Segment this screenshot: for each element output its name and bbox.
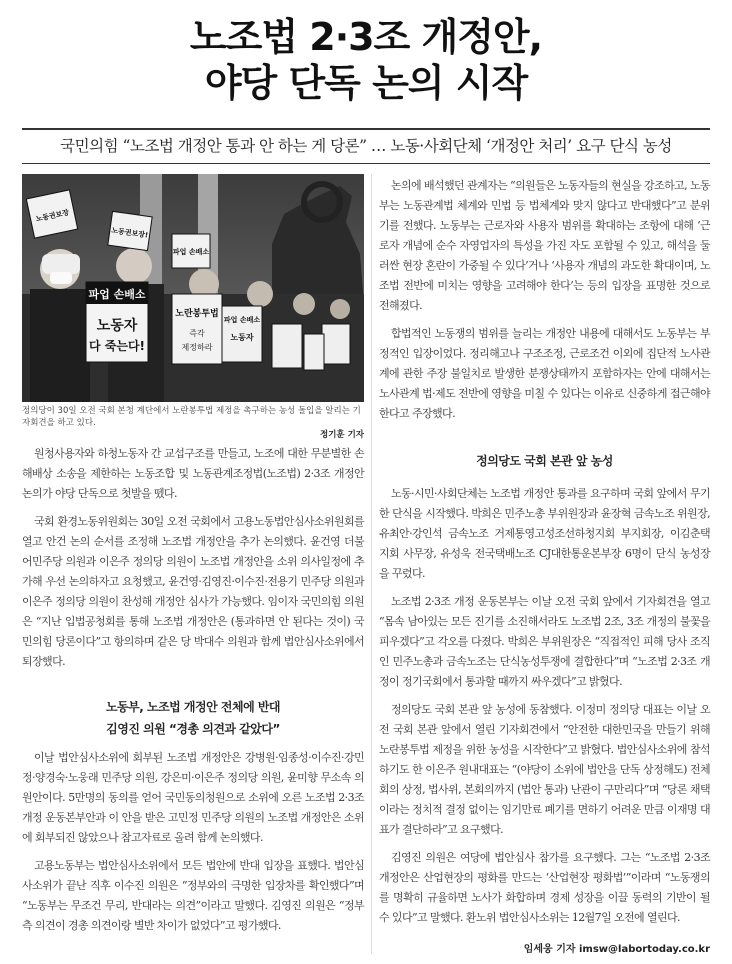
article-column-right bbox=[379, 176, 710, 432]
paragraph: 고용노동부는 법안심사소위에서 모든 법안에 반대 입장을 표했다. 법안심사소위가 끝난 직후 이수진 의원은 “정부와의 극명한 입장차를 확인했다”며 “노동부는 무조건 무리, 반대라는 의견”이라고 말했다. 김영진 의원은 “정부 측 의견이 경총 의견이랑 별반 차이가 없었다”고 평가했다. bbox=[22, 859, 364, 932]
subdeck: 국민의힘 “노조법 개정안 통과 안 하는 게 당론” … 노동·사회단체 ‘개정안 처리’ 요구 단식 농성 bbox=[22, 128, 710, 164]
subhead-line-1: 노동부, 노조법 개정안 전체에 반대 bbox=[105, 700, 281, 714]
headline-line-2: 야당 단독 논의 시작 bbox=[204, 61, 528, 105]
paragraph: 국회 환경노동위원회는 30일 오전 국회에서 고용노동법안심사소위원회를 열고 안건 논의 순서를 조정해 노조법 개정안을 추가 논의했다. 윤건영 더불어민주당 의원과 이은주 정의당 의원이 노조법 개정안을 소위 의사일정에 추가해 우선 논의하자고 요청했고, 윤건영·김영진·이수진·전용기 민주당 의원과 이은주 정의당 의원이 찬성해 개정안 심사가 가능했다. 임이자 국민의힘 의원은 “지난 입법공청회를 통해 노조법 개정안은 (통과하면 안 된다는 것이) 국민의힘 당론이다”고 항의하며 같은 당 박대수 의원과 함께 법안심사소위에서 퇴장했다. bbox=[22, 515, 364, 668]
picket-sign bbox=[26, 190, 77, 238]
news-photo bbox=[22, 174, 364, 402]
svg-text:노동권보장: 노동권보장 bbox=[35, 208, 70, 224]
byline: 임세웅 기자 imsw@labortoday.co.kr bbox=[523, 944, 710, 955]
svg-text:파업 손배소: 파업 손배소 bbox=[172, 248, 210, 256]
picket-sign bbox=[222, 306, 262, 362]
svg-text:파업 손배소: 파업 손배소 bbox=[223, 316, 261, 324]
protest-photo-illustration bbox=[22, 174, 364, 402]
paragraph: 이날 법안심사소위에 회부된 노조법 개정안은 강병원·임종성·이수진·강민정·양경숙·노웅래 민주당 의원, 강은미·이은주 정의당 의원, 윤미향 무소속 의원안이다. 5만명의 동의를 얻어 국민동의청원으로 소위에 오른 노조법 2·3조 개정 운동본부안과 이 안을 받은 고민정 민주당 의원의 노조법 개정안은 소위에 회부되진 않았으나 참고자료로 올려 함께 논의했다. bbox=[22, 751, 364, 844]
photo-credit: 정기훈 기자 bbox=[319, 430, 364, 440]
paragraph: 김영진 의원은 여당에 법안심사 참가를 요구했다. 그는 “노조법 2·3조 개정안은 산업현장의 평화를 만드는 ‘산업현장 평화법’”이라며 “노동쟁의를 명확히 규율하면 노사가 화합하며 경제 성장을 이끌 동력의 기반이 될 수 있다”고 말했다. 환노위 법안심사소위는 12월7일 오전에 열린다. bbox=[379, 851, 710, 924]
paragraph: 노동·시민·사회단체는 노조법 개정안 통과를 요구하며 국회 앞에서 무기한 단식을 시작했다. 박희은 민주노총 부위원장과 윤장혁 금속노조 위원장, 유최안·강인석 금속노조 거제통영고성조선하청지회 부지회장, 이김춘택 지회 사무장, 유성욱 전국택배노조 CJ대한통운본부장 6명이 단식 농성장을 꾸렸다. bbox=[379, 487, 710, 580]
subhead-justice-party: 정의당도 국회 본관 앞 농성 bbox=[476, 454, 613, 468]
headline bbox=[0, 14, 732, 106]
paragraph: 정의당도 국회 본관 앞 농성에 동참했다. 이정미 정의당 대표는 이날 오전 국회 본관 앞에서 열린 기자회견에서 “안전한 대한민국을 만들기 위해 노란봉투법 제정을 위한 농성을 시작한다”고 밝혔다. 법안심사소위에 참석하기도 한 이은주 원내대표는 “(야당이 소위에 법안을 단독 상정해도) 전체회의 상정, 법사위, 본회의까지 (법안 통과) 난관이 구만리다”며 “당론 채택이라는 정치적 결정 없이는 임기만료 폐기를 면하기 어려운 만큼 이재명 대표가 결단하라”고 요구했다. bbox=[379, 703, 710, 836]
subhead-labor-ministry bbox=[22, 696, 364, 740]
svg-text:노동자: 노동자 bbox=[96, 318, 138, 334]
paragraph: 원청사용자와 하청노동자 간 교섭구조를 만들고, 노조에 대한 무분별한 손해배상 소송을 제한하는 노동조합 및 노동관계조정법(노조법) 2·3조 개정안 논의가 야당 단독으로 첫발을 뗐다. bbox=[22, 447, 364, 500]
svg-text:다 죽는다!: 다 죽는다! bbox=[88, 339, 146, 353]
paragraph: 합법적인 노동쟁의 범위를 늘리는 개정안 내용에 대해서도 노동부는 부정적인 입장이었다. 정리해고나 구조조정, 근로조건 이외에 집단적 노사관계에 관한 주장 불일치로 발생한 분쟁상태까지 포함하자는 안에 대해서는 노사관계 법·제도 전반에 영향을 미칠 수 있다는 이유로 신중하게 접근해야 한다고 주장했다. bbox=[379, 327, 710, 420]
headline-line-1: 노조법 2·3조 개정안, bbox=[189, 15, 543, 59]
picket-sign bbox=[108, 211, 152, 250]
svg-text:노동권보장!: 노동권보장! bbox=[110, 226, 149, 240]
picket-sign bbox=[86, 282, 148, 362]
sign-text: 노란봉투법 bbox=[175, 309, 219, 319]
article-column-left bbox=[22, 444, 364, 680]
svg-text:노동자: 노동자 bbox=[230, 333, 254, 342]
column-divider bbox=[371, 174, 372, 954]
sign-text: 파업 손배소 bbox=[88, 288, 146, 301]
article-column-left-continued bbox=[22, 748, 364, 944]
caption-text: 정의당이 30일 오전 국회 본청 계단에서 노란봉투법 제정을 촉구하는 농성 돌입을 알리는 기자회견을 하고 있다. bbox=[22, 406, 361, 428]
paragraph: 논의에 배석했던 관계자는 “의원들은 노동자들의 현실을 강조하고, 노동부는 노동관계법 체계와 민법 등 법체계와 맞지 않다고 반대했다”고 분위기를 전했다. 노동부는 근로자와 사용자 범위를 확대하는 조항에 대해 ‘근로자 개념에 순수 자영업자의 특성을 가진 자도 포함될 수 있고, 해석을 둘러싼 현장 혼란이 가중될 수 있다’거나 ‘사용자 개념의 과도한 확대이며, 노조법 전반에 미치는 영향을 고려해야 한다’는 등의 입장을 표명한 것으로 전해졌다. bbox=[379, 179, 710, 312]
picket-sign bbox=[172, 294, 222, 364]
picket-sign bbox=[172, 234, 210, 268]
svg-text:즉각: 즉각 bbox=[189, 329, 205, 338]
paragraph: 노조법 2·3조 개정 운동본부는 이날 오전 국회 앞에서 기자회견을 열고 “몸속 남아있는 모든 진기를 소진해서라도 노조법 2조, 3조 개정의 불꽃을 피우겠다”고 각오를 다졌다. 박희은 부위원장은 “직접적인 피해 당사 조직인 민주노총과 금속노조는 단식농성투쟁에 결합한다”며 “노조법 2·3조 개정이 정기국회에서 통과할 때까지 싸우겠다”고 밝혔다. bbox=[379, 595, 710, 688]
article-column-right-continued bbox=[379, 484, 710, 936]
svg-text:제정하라: 제정하라 bbox=[181, 343, 213, 352]
photo-caption bbox=[22, 405, 364, 441]
subhead-line-2: 김영진 의원 “경총 의견과 같았다” bbox=[106, 722, 280, 736]
